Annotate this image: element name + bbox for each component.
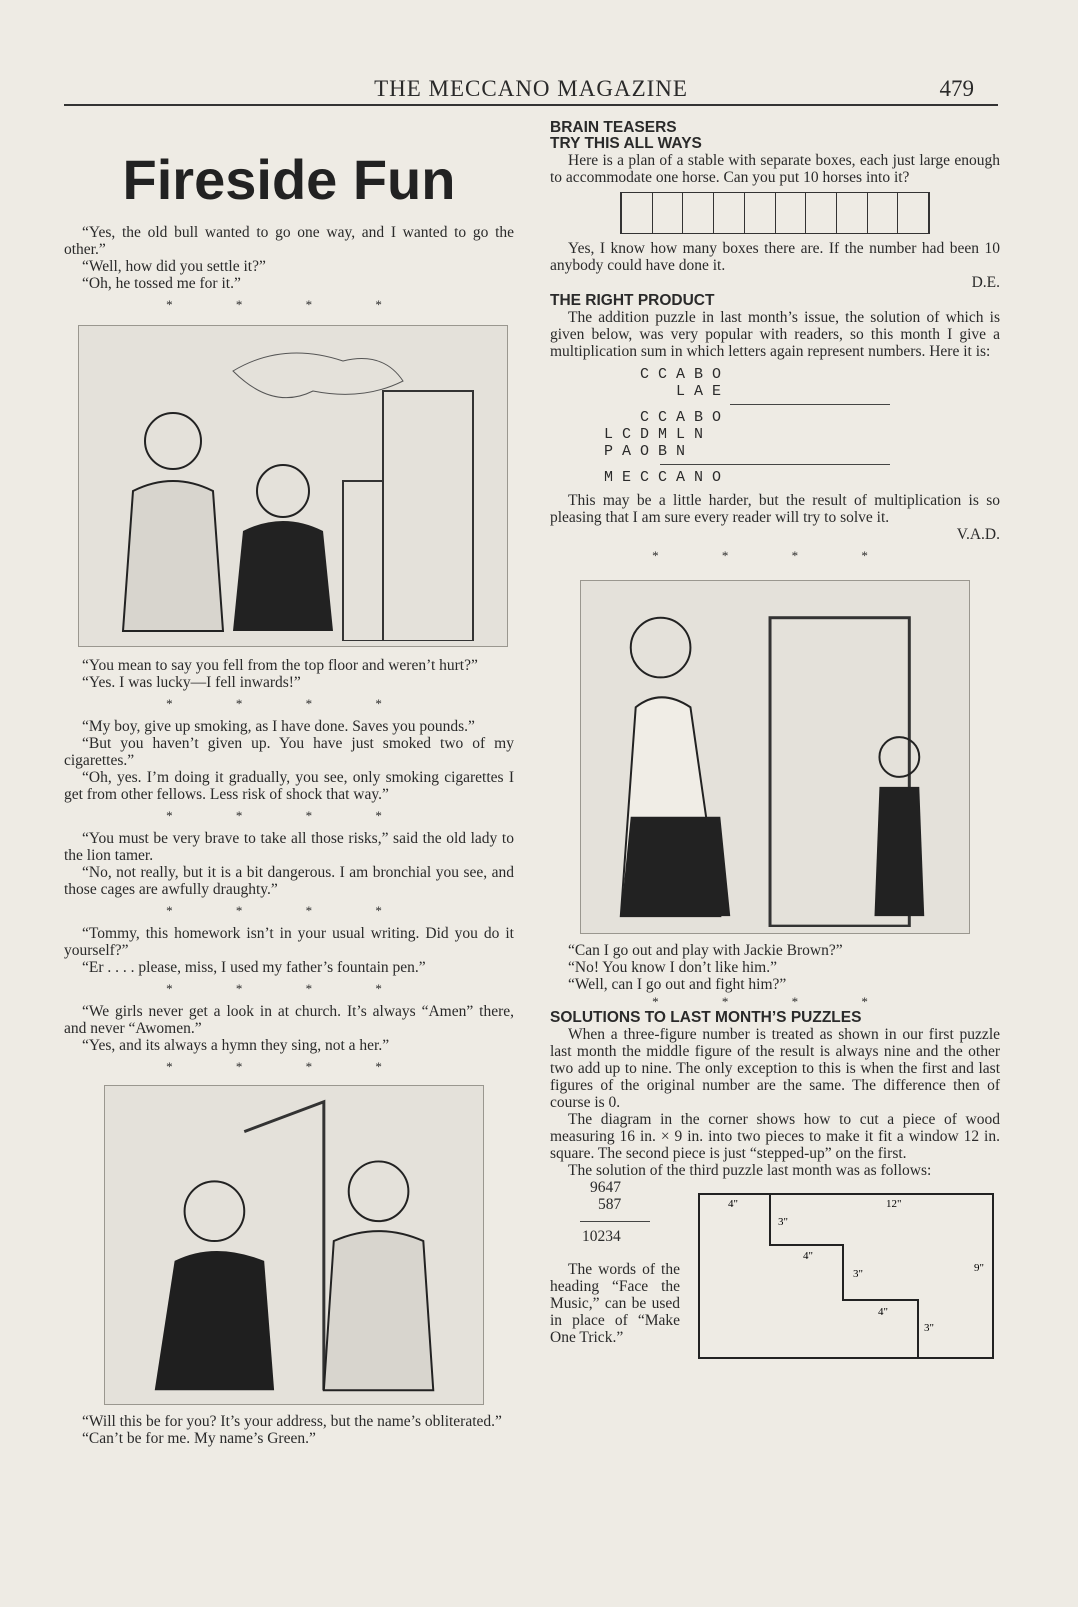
cartoon-mother-child	[580, 580, 970, 934]
dim-label: 4"	[878, 1306, 888, 1318]
section-title: Fireside Fun	[122, 148, 456, 211]
dim-label: 4"	[803, 1250, 813, 1262]
sum-row: C C A B O	[550, 409, 722, 426]
joke-line: “Yes, and its always a hymn they sing, not a her.”	[82, 1037, 390, 1054]
caption-line: “Can I go out and play with Jackie Brown?”	[568, 942, 843, 959]
joke-line: “You mean to say you fell from the top floor and weren’t hurt?”	[82, 657, 478, 674]
number-587: 587	[598, 1196, 622, 1213]
solution-2: The diagram in the corner shows how to cut a piece of wood measuring 16 in. × 9 in. into two pieces to make it fit a window 12 in. square. The second piece is just “stepped-up” on the first.	[550, 1111, 1000, 1162]
magazine-title: THE MECCANO MAGAZINE	[374, 76, 688, 101]
solution-bottom	[550, 1179, 1000, 1379]
bt-signature: D.E.	[971, 274, 1000, 291]
separator-stars: * * * *	[166, 981, 412, 996]
separator-stars: * * * *	[166, 297, 412, 312]
joke-line: “You must be very brave to take all those risks,” said the old lady to the lion tamer.	[64, 830, 514, 864]
dim-label: 12"	[886, 1198, 902, 1210]
joke-3	[64, 718, 514, 803]
sum-rule	[730, 404, 890, 405]
page-header	[64, 74, 998, 106]
separator-stars: * * * *	[166, 808, 412, 823]
joke-line: “Yes, the old bull wanted to go one way, and I wanted to go the other.”	[64, 224, 514, 258]
joke-line: “We girls never get a look in at church. It’s always “Amen” there, and never “Awomen.”	[64, 1003, 514, 1037]
sum-row: L A E	[550, 383, 722, 400]
left-column	[64, 140, 514, 1447]
right-column	[550, 120, 1000, 1379]
right-product-heading: THE RIGHT PRODUCT	[550, 292, 715, 309]
dim-label: 9"	[974, 1262, 984, 1274]
joke-line: “But you haven’t given up. You have just smoked two of my cigarettes.”	[64, 735, 514, 769]
caption-line: “Well, can I go out and fight him?”	[568, 976, 787, 993]
number-10234: 10234	[582, 1228, 621, 1245]
solutions-heading: SOLUTIONS TO LAST MONTH’S PUZZLES	[550, 1009, 862, 1026]
joke-line: “Will this be for you? It’s your address, but the name’s obliterated.”	[82, 1413, 502, 1430]
dim-label: 4"	[728, 1198, 738, 1210]
joke-line: “Yes. I was lucky—I fell inwards!”	[82, 674, 301, 691]
dim-label: 3"	[778, 1216, 788, 1228]
joke-6	[64, 1003, 514, 1054]
sum-row: C C A B O	[550, 366, 722, 383]
bt-text: Here is a plan of a stable with separate boxes, each just large enough to accommodate one horse. Can you put 10 horses into it?	[550, 152, 1000, 186]
cartoon-postman	[104, 1085, 484, 1405]
joke-1	[64, 224, 514, 292]
separator-stars: * * * *	[166, 696, 412, 711]
rp-text: The addition puzzle in last month’s issue, the solution of which is given below, was very popular with readers, so this month I give a multiplication sum in which letters again represent numbers. Here it is:	[550, 309, 1000, 360]
joke-2	[64, 657, 514, 691]
stable-plan	[620, 192, 930, 234]
multiplication-sum	[550, 366, 1000, 486]
cartoon-illustration	[105, 1091, 483, 1399]
separator-stars: * * * *	[166, 1059, 412, 1074]
joke-line: “My boy, give up smoking, as I have done. Saves you pounds.”	[82, 718, 475, 735]
solution-3: The solution of the third puzzle last month was as follows:	[568, 1162, 932, 1179]
sum-row: M E C C A N O	[550, 469, 722, 486]
joke-5	[64, 925, 514, 976]
sum-row: L C D M L N	[550, 426, 704, 443]
sum-rule	[580, 1221, 650, 1222]
window-cut-diagram	[698, 1193, 994, 1359]
page-number: 479	[939, 76, 974, 101]
joke-line: “No, not really, but it is a bit dangerous. I am bronchial you see, and those cages are awfully draughty.”	[64, 864, 514, 898]
dim-label: 3"	[924, 1322, 934, 1334]
rp-signature: V.A.D.	[956, 526, 1000, 543]
cartoon-illustration	[581, 587, 969, 927]
joke-7	[64, 1413, 514, 1447]
joke-4	[64, 830, 514, 898]
sum-rule	[660, 464, 890, 465]
sum-row: P A O B N	[550, 443, 686, 460]
separator-stars: * * * *	[652, 548, 898, 563]
rp-text-2: This may be a little harder, but the result of multiplication is so pleasing that I am sure every reader will try to solve it.	[550, 492, 1000, 526]
separator-stars: * * * *	[652, 994, 898, 1009]
bt-text-2: Yes, I know how many boxes there are. If the number had been 10 anybody could have done it.	[550, 240, 1000, 274]
cartoon-builders	[78, 325, 508, 647]
solution-1: When a three-figure number is treated as shown in our first puzzle last month the middle figure of the result is always nine and the other two add up to nine. The only exception to this is when the first and last figures of the original number are the same. The difference then of course is 0.	[550, 1026, 1000, 1111]
joke-line: “Can’t be for me. My name’s Green.”	[82, 1430, 316, 1447]
addition-solution	[550, 1179, 680, 1346]
joke-line: “Tommy, this homework isn’t in your usual writing. Did you do it yourself?”	[64, 925, 514, 959]
joke-line: “Oh, yes. I’m doing it gradually, you see, only smoking cigarettes I get from other fellows. Less risk of shock that way.”	[64, 769, 514, 803]
joke-line: “Oh, he tossed me for it.”	[82, 275, 241, 292]
caption-line: “No! You know I don’t like him.”	[568, 959, 777, 976]
joke-line: “Well, how did you settle it?”	[82, 258, 266, 275]
cartoon-caption	[550, 942, 1000, 993]
solution-4: The words of the heading “Face the Music,” can be used in place of “Make One Trick.”	[550, 1261, 680, 1346]
joke-line: “Er . . . . please, miss, I used my father’s fountain pen.”	[82, 959, 426, 976]
cartoon-illustration	[83, 331, 503, 641]
dim-label: 3"	[853, 1268, 863, 1280]
try-this-heading: TRY THIS ALL WAYS	[550, 135, 702, 152]
separator-stars: * * * *	[166, 903, 412, 918]
brain-teasers-heading: BRAIN TEASERS	[550, 119, 677, 136]
number-9647: 9647	[590, 1179, 621, 1196]
